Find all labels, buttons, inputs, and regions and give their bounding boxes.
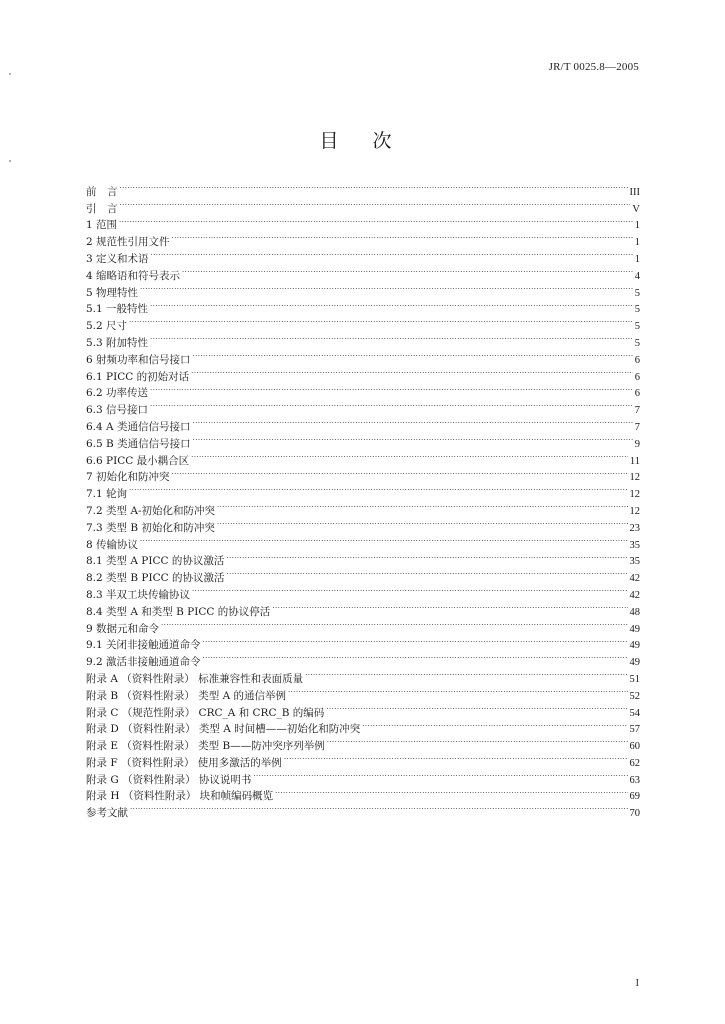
toc-entry-page: 11 [629, 455, 640, 467]
toc-entry-page: 49 [629, 623, 640, 635]
toc-leader-dots [120, 195, 631, 212]
toc-entry[interactable] [86, 329, 640, 349]
toc-entry-label: 6.3 信号接口 [86, 404, 149, 417]
toc-entry-page: 35 [629, 539, 640, 551]
toc-entry-label: 8 传输协议 [86, 538, 139, 551]
toc-entry[interactable] [86, 497, 640, 517]
toc-entry[interactable] [86, 380, 640, 400]
toc-entry-label: 附录 A （资料性附录） 标准兼容性和表面质量 [86, 672, 304, 685]
toc-entry-page: 42 [629, 589, 640, 601]
toc-entry[interactable] [86, 195, 640, 215]
toc-entry-page: 1 [634, 253, 640, 265]
toc-leader-dots [203, 648, 628, 665]
toc-entry-page: 1 [634, 237, 640, 249]
toc-entry-label: 4 缩略语和符号表示 [86, 269, 181, 282]
toc-entry-label: 6.1 PICC 的初始对话 [86, 370, 190, 383]
toc-leader-dots [227, 564, 628, 581]
toc-leader-dots [327, 732, 628, 749]
toc-leader-dots [192, 581, 627, 598]
toc-leader-dots [120, 178, 628, 195]
toc-entry[interactable] [86, 312, 640, 333]
toc-entry-page: 48 [629, 606, 640, 618]
toc-leader-dots [288, 682, 628, 699]
toc-leader-dots [326, 699, 627, 716]
toc-title: 目 次 [319, 130, 406, 152]
toc-entry[interactable] [86, 413, 640, 433]
toc-leader-dots [129, 312, 633, 329]
toc-entry[interactable] [86, 346, 640, 366]
toc-leader-dots [193, 346, 633, 363]
toc-entry-label: 7.3 类型 B 初始化和防冲突 [86, 521, 215, 534]
toc-entry[interactable] [86, 178, 640, 198]
toc-leader-dots [150, 380, 633, 397]
toc-entry-page: 9 [634, 438, 640, 450]
toc-leader-dots [119, 212, 633, 229]
scan-speck [9, 73, 11, 75]
toc-leader-dots [217, 497, 627, 514]
toc-entry-label: 5.1 一般特性 [86, 303, 149, 316]
toc-entry-label: 8.3 半双工块传输协议 [86, 588, 191, 601]
toc-leader-dots [140, 531, 627, 548]
toc-entry-label: 8.2 类型 B PICC 的协议激活 [86, 572, 225, 585]
toc-leader-dots [151, 245, 633, 262]
toc-entry-page: 4 [634, 270, 640, 282]
toc-entry-label: 7 初始化和防冲突 [86, 471, 170, 484]
toc-entry-page: 42 [629, 573, 640, 585]
toc-entry[interactable] [86, 396, 640, 417]
toc-entry-label: 9 数据元和命令 [86, 622, 160, 635]
toc-entry-page: 5 [634, 337, 640, 349]
toc-entry-label: 6.2 功率传送 [86, 387, 149, 400]
toc-entry-page: 57 [629, 724, 640, 736]
toc-entry-page: III [629, 186, 640, 198]
toc-entry-page: 52 [629, 690, 640, 702]
toc-entry-label: 附录 F （资料性附录） 使用多激活的举例 [86, 756, 282, 769]
toc-entry-label: 5.2 尺寸 [86, 320, 128, 333]
toc-entry-page: 6 [634, 388, 640, 400]
toc-entry-page: 70 [629, 808, 640, 820]
toc-leader-dots [203, 632, 628, 649]
toc-entry[interactable] [86, 296, 640, 316]
toc-leader-dots [172, 464, 628, 481]
toc-entry-page: 12 [629, 489, 640, 501]
toc-entry[interactable] [86, 245, 640, 265]
toc-entry-label: 附录 B （资料性附录） 类型 A 的通信举例 [86, 689, 286, 702]
toc-leader-dots [140, 279, 633, 296]
toc-entry-label: 2 规范性引用文件 [86, 236, 170, 249]
toc-leader-dots [191, 363, 633, 380]
toc-leader-dots [305, 665, 627, 682]
toc-entry-label: 1 范围 [86, 219, 118, 232]
toc-leader-dots [161, 615, 627, 632]
toc-leader-dots [191, 447, 628, 464]
toc-entry-page: V [632, 203, 640, 215]
toc-leader-dots [272, 598, 627, 615]
toc-entry-page: 7 [634, 405, 640, 417]
toc-entry-page: 6 [634, 371, 640, 383]
toc-entry-label: 6.6 PICC 最小耦合区 [86, 454, 190, 467]
toc-entry-label: 6.4 A 类通信信号接口 [86, 420, 191, 433]
page-number: I [635, 978, 639, 989]
toc-entry-page: 12 [629, 505, 640, 517]
toc-entry-label: 7.1 轮询 [86, 488, 128, 501]
toc-entry-page: 5 [634, 287, 640, 299]
toc-entry-page: 35 [629, 556, 640, 568]
toc-entry-label: 6 射频功率和信号接口 [86, 353, 191, 366]
toc-entry-label: 附录 G （资料性附录） 协议说明书 [86, 773, 252, 786]
scan-speck [9, 160, 11, 162]
toc-entry-page: 5 [634, 304, 640, 316]
toc-entry[interactable] [86, 212, 640, 232]
toc-entry-page: 23 [629, 522, 640, 534]
toc-leader-dots [150, 396, 633, 413]
toc-entry-page: 60 [629, 741, 640, 753]
toc-entry-label: 引 言 [86, 202, 118, 215]
toc-entry[interactable] [86, 531, 640, 551]
toc-entry-label: 5.3 附加特性 [86, 336, 149, 349]
toc-leader-dots [150, 296, 633, 313]
toc-entry-page: 69 [629, 791, 640, 803]
table-of-contents [86, 178, 640, 820]
toc-entry-page: 63 [629, 774, 640, 786]
toc-entry-label: 9.1 关闭非接触通道命令 [86, 639, 201, 652]
toc-entry[interactable] [86, 279, 640, 299]
toc-entry-label: 附录 D （资料性附录） 类型 A 时间槽——初始化和防冲突 [86, 723, 361, 736]
toc-leader-dots [172, 228, 633, 245]
toc-entry-page: 51 [629, 673, 640, 685]
toc-leader-dots [275, 783, 627, 800]
toc-entry-page: 49 [629, 657, 640, 669]
toc-entry-label: 附录 E （资料性附录） 类型 B——防冲突序列举例 [86, 740, 325, 753]
toc-entry-label: 5 物理特性 [86, 286, 139, 299]
toc-leader-dots [362, 716, 627, 733]
toc-entry-page: 62 [629, 757, 640, 769]
toc-entry-label: 8.1 类型 A PICC 的协议激活 [86, 555, 225, 568]
toc-leader-dots [192, 413, 632, 430]
toc-leader-dots [217, 514, 628, 531]
toc-entry[interactable] [86, 262, 640, 282]
toc-entry-page: 12 [629, 472, 640, 484]
toc-entry-page: 1 [634, 220, 640, 232]
toc-entry-label: 3 定义和术语 [86, 252, 149, 265]
toc-leader-dots [182, 262, 633, 279]
toc-entry-label: 9.2 激活非接触通道命令 [86, 656, 201, 669]
toc-entry-page: 49 [629, 640, 640, 652]
toc-entry-label: 7.2 类型 A-初始化和防冲突 [86, 504, 216, 517]
toc-entry[interactable] [86, 615, 640, 635]
toc-entry-page: 54 [629, 707, 640, 719]
toc-entry-label: 参考文献 [86, 807, 128, 820]
toc-leader-dots [129, 480, 627, 497]
standard-code: JR/T 0025.8—2005 [548, 61, 639, 73]
toc-leader-dots [130, 799, 628, 816]
toc-leader-dots [253, 766, 627, 783]
toc-leader-dots [193, 430, 633, 447]
toc-entry-page: 5 [634, 321, 640, 333]
toc-leader-dots [226, 548, 627, 565]
toc-entry[interactable] [86, 632, 640, 652]
toc-entry[interactable] [86, 548, 640, 568]
toc-entry-page: 6 [634, 354, 640, 366]
toc-entry[interactable] [86, 799, 640, 820]
toc-entry-label: 8.4 类型 A 和类型 B PICC 的协议停活 [86, 605, 271, 618]
toc-leader-dots [284, 749, 628, 766]
toc-entry-page: 7 [634, 421, 640, 433]
toc-entry-label: 附录 H （资料性附录） 块和帧编码概览 [86, 790, 274, 803]
toc-entry[interactable] [86, 480, 640, 501]
toc-entry-label: 前 言 [86, 185, 118, 198]
toc-entry[interactable] [86, 228, 640, 249]
toc-entry-label: 6.5 B 类通信信号接口 [86, 437, 191, 450]
toc-entry-label: 附录 C （规范性附录） CRC_A 和 CRC_B 的编码 [86, 706, 325, 719]
toc-leader-dots [150, 329, 633, 346]
